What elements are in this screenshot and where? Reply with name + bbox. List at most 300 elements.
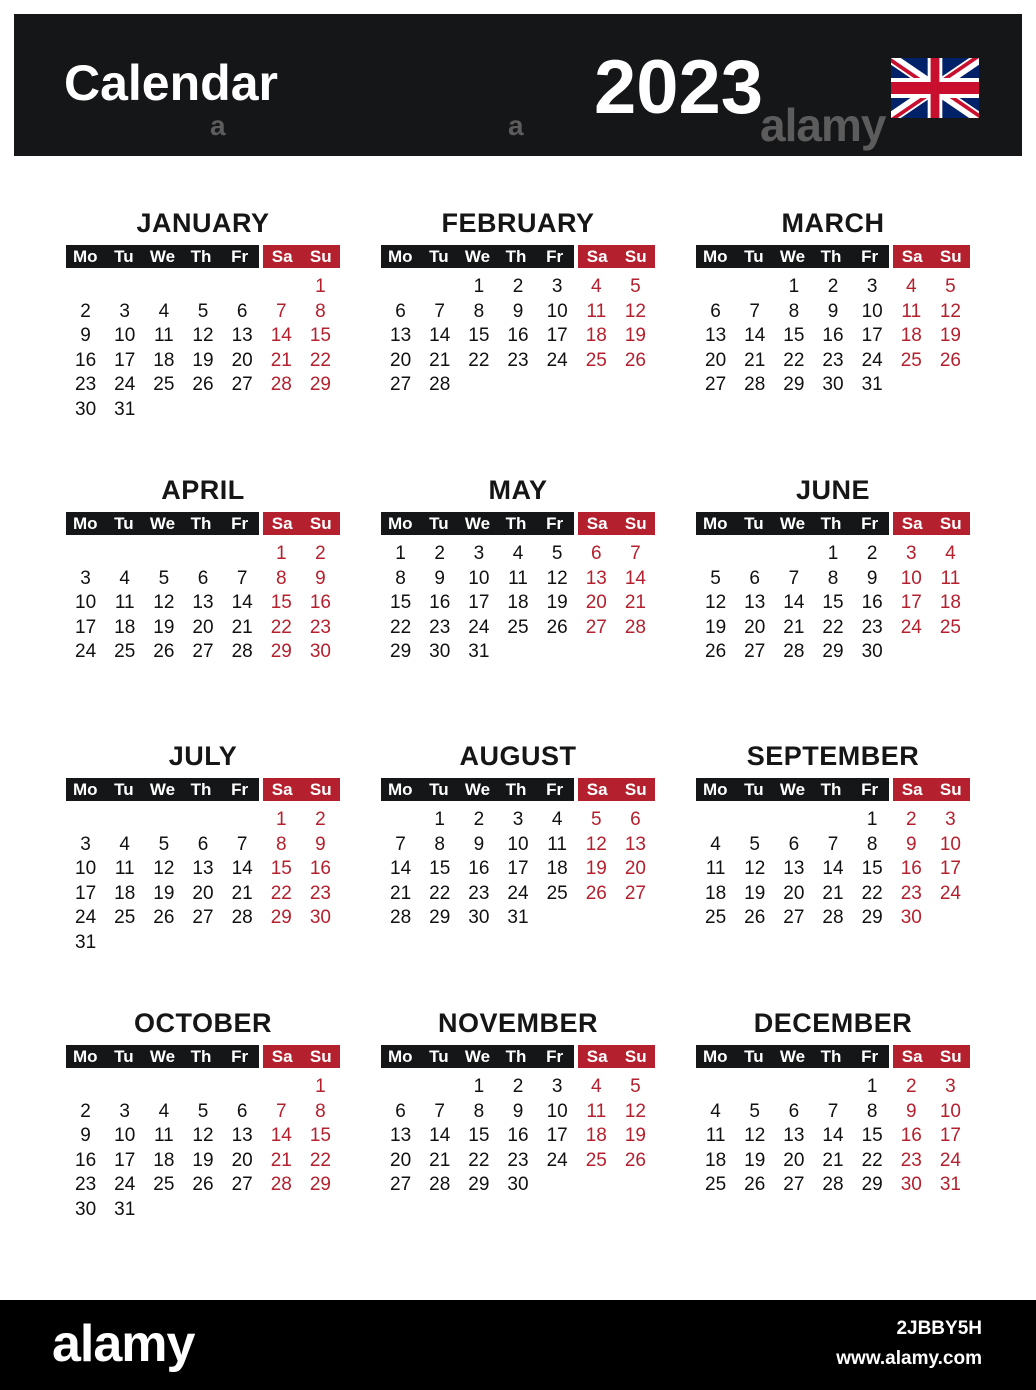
day-cell: 21 <box>822 882 844 904</box>
empty-cell <box>774 542 813 567</box>
day-cell: 29 <box>429 907 451 928</box>
day-cell: 8 <box>275 833 287 855</box>
day-cell: 28 <box>822 1174 844 1195</box>
day-grid <box>66 275 340 422</box>
empty-cell <box>144 808 183 833</box>
day-cell: 15 <box>390 592 412 613</box>
weekday-label: Th <box>812 512 851 535</box>
day-cell: 2 <box>905 809 917 830</box>
day-cell: 22 <box>468 349 490 371</box>
day-cell: 22 <box>309 349 331 371</box>
day-cell: 15 <box>861 1125 883 1146</box>
day-cell: 7 <box>434 300 445 322</box>
weekday-label: We <box>458 512 497 535</box>
day-cell: 7 <box>788 567 800 589</box>
day-cell: 26 <box>939 349 961 371</box>
day-cell: 29 <box>270 907 292 928</box>
day-cell: 8 <box>395 567 406 589</box>
day-cell: 1 <box>275 543 287 564</box>
watermark-text: alamy <box>760 99 886 151</box>
day-cell: 1 <box>866 1076 878 1097</box>
day-cell: 11 <box>508 567 528 589</box>
day-cell: 16 <box>822 325 844 346</box>
weekday-label: We <box>143 512 182 535</box>
day-cell: 9 <box>80 1125 91 1146</box>
weekday-label: Th <box>497 778 536 801</box>
day-cell: 9 <box>905 833 917 855</box>
day-cell: 19 <box>192 1149 214 1171</box>
weekday-label: Mo <box>381 512 420 535</box>
weekday-label: Fr <box>535 778 574 801</box>
weekday-label: Mo <box>696 1045 735 1068</box>
weekday-label: Mo <box>66 512 105 535</box>
day-cell: 14 <box>270 1125 292 1146</box>
weekday-header <box>696 1045 970 1068</box>
day-cell: 16 <box>309 858 331 879</box>
weekday-label: Th <box>812 245 851 268</box>
day-cell: 22 <box>429 882 451 904</box>
day-cell: 4 <box>590 1076 602 1097</box>
day-cell: 9 <box>434 567 445 589</box>
day-cell: 19 <box>153 882 175 904</box>
weekday-label: Sa <box>263 1045 302 1068</box>
day-cell: 14 <box>429 325 451 346</box>
day-cell: 25 <box>114 641 136 662</box>
empty-cell <box>420 1075 459 1100</box>
month-name: SEPTEMBER <box>746 741 920 771</box>
day-cell: 7 <box>630 543 641 564</box>
day-cell: 2 <box>80 300 91 322</box>
month-april <box>66 474 340 665</box>
day-cell: 30 <box>861 641 883 662</box>
day-cell: 21 <box>624 592 646 613</box>
day-cell: 16 <box>468 858 490 879</box>
month-november <box>381 1007 655 1198</box>
day-cell: 6 <box>395 1100 406 1122</box>
day-cell: 21 <box>429 349 451 371</box>
month-name: DECEMBER <box>753 1008 913 1038</box>
day-cell: 28 <box>231 907 253 928</box>
empty-cell <box>223 275 262 300</box>
day-cell: 12 <box>744 1125 766 1146</box>
weekday-label: Tu <box>105 778 144 801</box>
empty-cell <box>183 542 222 567</box>
day-cell: 31 <box>861 374 883 395</box>
day-cell: 10 <box>939 833 961 855</box>
day-cell: 18 <box>153 1149 175 1171</box>
day-cell: 16 <box>861 592 883 613</box>
day-cell: 12 <box>744 858 766 879</box>
day-cell: 9 <box>473 833 485 855</box>
weekday-label: Fr <box>850 1045 889 1068</box>
day-cell: 25 <box>705 1174 727 1195</box>
day-cell: 5 <box>158 833 170 855</box>
empty-cell <box>262 1075 301 1100</box>
day-cell: 20 <box>390 1149 412 1171</box>
day-grid <box>66 808 340 955</box>
day-cell: 8 <box>275 567 287 589</box>
image-id: 2JBBY5H <box>896 1318 982 1339</box>
weekday-header <box>66 778 340 801</box>
month-name: MAY <box>488 475 548 505</box>
day-cell: 11 <box>547 833 567 855</box>
day-cell: 5 <box>590 809 602 830</box>
day-cell: 19 <box>585 858 607 879</box>
weekday-label: Tu <box>735 512 774 535</box>
day-cell: 3 <box>551 276 563 297</box>
day-cell: 11 <box>586 1100 607 1122</box>
day-cell: 28 <box>624 616 646 638</box>
day-cell: 30 <box>75 1198 97 1220</box>
day-cell: 8 <box>866 1100 878 1122</box>
weekday-label: We <box>458 245 497 268</box>
day-cell: 20 <box>585 592 607 613</box>
day-cell: 24 <box>75 641 97 662</box>
day-cell: 13 <box>744 592 766 613</box>
day-cell: 27 <box>783 907 805 928</box>
day-cell: 1 <box>315 276 326 297</box>
day-cell: 1 <box>315 1076 326 1097</box>
month-march <box>696 207 970 398</box>
day-cell: 28 <box>783 641 805 662</box>
weekday-label: Th <box>182 512 221 535</box>
weekday-header <box>66 1045 340 1068</box>
day-cell: 17 <box>114 349 136 371</box>
day-cell: 21 <box>390 882 412 904</box>
day-cell: 28 <box>270 374 292 395</box>
day-cell: 24 <box>546 349 568 371</box>
day-cell: 14 <box>270 325 292 346</box>
weekday-label: Mo <box>381 1045 420 1068</box>
day-cell: 6 <box>630 809 641 830</box>
day-cell: 20 <box>783 882 805 904</box>
day-cell: 27 <box>231 1174 253 1195</box>
day-cell: 17 <box>546 1125 568 1146</box>
empty-cell <box>223 1075 262 1100</box>
day-cell: 28 <box>429 374 451 395</box>
day-cell: 2 <box>827 276 839 297</box>
month-july <box>66 740 340 955</box>
day-cell: 19 <box>192 349 214 371</box>
day-cell: 26 <box>585 882 607 904</box>
weekday-label: We <box>143 245 182 268</box>
day-cell: 12 <box>624 300 646 322</box>
day-cell: 9 <box>905 1100 917 1122</box>
day-cell: 30 <box>900 1174 922 1195</box>
day-cell: 4 <box>119 833 130 855</box>
day-cell: 20 <box>192 616 214 638</box>
day-cell: 28 <box>270 1174 292 1195</box>
day-cell: 8 <box>315 1100 326 1122</box>
weekday-label: Tu <box>420 512 459 535</box>
day-cell: 1 <box>788 276 800 297</box>
day-cell: 30 <box>309 907 331 928</box>
weekday-label: Fr <box>850 512 889 535</box>
weekday-label: Mo <box>696 778 735 801</box>
day-cell: 19 <box>744 882 766 904</box>
day-cell: 18 <box>507 592 529 613</box>
day-cell: 27 <box>624 882 646 904</box>
weekday-label: Sa <box>893 245 932 268</box>
empty-cell <box>183 275 222 300</box>
day-cell: 2 <box>905 1076 917 1097</box>
day-cell: 29 <box>822 641 844 662</box>
day-cell: 31 <box>114 398 136 420</box>
empty-cell <box>66 275 105 300</box>
day-cell: 13 <box>192 858 214 879</box>
month-name: OCTOBER <box>133 1008 272 1038</box>
day-cell: 4 <box>945 543 956 564</box>
day-cell: 19 <box>705 616 727 638</box>
weekday-label: Th <box>497 1045 536 1068</box>
day-cell: 29 <box>783 374 805 395</box>
weekday-label: Sa <box>578 778 617 801</box>
watermark-letter: a <box>508 110 524 141</box>
day-cell: 10 <box>546 300 568 322</box>
day-cell: 19 <box>624 1125 646 1146</box>
day-cell: 29 <box>468 1174 490 1195</box>
day-cell: 21 <box>744 349 766 371</box>
day-cell: 22 <box>390 616 412 638</box>
day-cell: 26 <box>153 907 175 928</box>
day-cell: 26 <box>192 374 214 395</box>
day-cell: 3 <box>80 833 91 855</box>
day-cell: 1 <box>473 276 485 297</box>
weekday-header <box>381 245 655 268</box>
day-cell: 27 <box>231 374 253 395</box>
empty-cell <box>381 275 420 300</box>
day-cell: 25 <box>507 616 529 638</box>
day-cell: 23 <box>900 882 922 904</box>
day-cell: 12 <box>153 858 175 879</box>
day-cell: 8 <box>827 567 839 589</box>
weekday-label: We <box>773 1045 812 1068</box>
weekday-label: Th <box>182 1045 221 1068</box>
weekday-label: Tu <box>105 245 144 268</box>
day-cell: 23 <box>309 616 331 638</box>
empty-cell <box>183 1075 222 1100</box>
day-cell: 17 <box>900 592 922 613</box>
day-grid <box>381 542 655 665</box>
day-cell: 23 <box>507 349 529 371</box>
day-cell: 31 <box>114 1198 136 1220</box>
day-cell: 13 <box>624 833 646 855</box>
day-cell: 8 <box>434 833 445 855</box>
day-cell: 29 <box>861 1174 883 1195</box>
day-cell: 5 <box>945 276 956 297</box>
day-cell: 15 <box>861 858 883 879</box>
day-cell: 23 <box>822 349 844 371</box>
day-cell: 17 <box>861 325 883 346</box>
day-grid <box>696 275 970 398</box>
day-cell: 27 <box>192 641 214 662</box>
day-cell: 13 <box>390 1125 412 1146</box>
weekday-label: Th <box>182 245 221 268</box>
weekday-label: Su <box>931 245 970 268</box>
day-cell: 8 <box>473 300 485 322</box>
weekday-label: We <box>773 512 812 535</box>
day-cell: 16 <box>507 1125 529 1146</box>
weekday-label: Tu <box>735 245 774 268</box>
day-cell: 22 <box>468 1149 490 1171</box>
day-cell: 20 <box>231 349 253 371</box>
weekday-label: Th <box>182 778 221 801</box>
day-cell: 25 <box>153 1174 175 1195</box>
day-cell: 27 <box>192 907 214 928</box>
day-cell: 15 <box>822 592 844 613</box>
day-cell: 5 <box>710 567 721 589</box>
day-cell: 25 <box>114 907 136 928</box>
day-cell: 21 <box>429 1149 451 1171</box>
weekday-label: Su <box>616 778 655 801</box>
day-cell: 13 <box>390 325 412 346</box>
watermark-letter: a <box>210 110 226 141</box>
day-cell: 10 <box>114 325 136 346</box>
day-cell: 6 <box>710 300 721 322</box>
day-cell: 15 <box>468 1125 490 1146</box>
day-cell: 23 <box>75 374 97 395</box>
site-url: www.alamy.com <box>836 1348 982 1369</box>
day-cell: 11 <box>940 567 961 589</box>
day-cell: 12 <box>705 592 727 613</box>
day-cell: 7 <box>236 567 248 589</box>
day-cell: 31 <box>507 907 529 928</box>
day-grid <box>696 1075 970 1198</box>
day-cell: 11 <box>153 325 174 346</box>
day-cell: 26 <box>624 349 646 371</box>
empty-cell <box>144 275 183 300</box>
month-june <box>696 474 970 665</box>
day-cell: 24 <box>75 907 97 928</box>
day-cell: 26 <box>153 641 175 662</box>
weekday-label: Tu <box>420 1045 459 1068</box>
day-cell: 5 <box>551 543 563 564</box>
day-cell: 27 <box>705 374 727 395</box>
day-cell: 10 <box>468 567 490 589</box>
weekday-label: Su <box>616 1045 655 1068</box>
day-cell: 24 <box>114 1174 136 1195</box>
day-cell: 26 <box>624 1149 646 1171</box>
day-cell: 10 <box>114 1125 136 1146</box>
day-cell: 4 <box>551 809 563 830</box>
day-cell: 16 <box>309 592 331 613</box>
day-cell: 16 <box>75 1149 97 1171</box>
weekday-header <box>66 512 340 535</box>
day-cell: 18 <box>585 1125 607 1146</box>
empty-cell <box>223 542 262 567</box>
day-cell: 6 <box>197 833 209 855</box>
day-cell: 11 <box>153 1125 174 1146</box>
day-cell: 11 <box>586 300 607 322</box>
day-cell: 5 <box>197 300 209 322</box>
day-cell: 4 <box>710 833 721 855</box>
day-cell: 21 <box>231 616 253 638</box>
weekday-label: Fr <box>220 245 259 268</box>
weekday-label: Su <box>931 512 970 535</box>
weekday-label: Sa <box>893 1045 932 1068</box>
day-cell: 17 <box>939 858 961 879</box>
weekday-label: Fr <box>220 778 259 801</box>
day-cell: 15 <box>468 325 490 346</box>
day-grid <box>381 275 655 398</box>
day-cell: 5 <box>630 1076 641 1097</box>
day-cell: 25 <box>939 616 961 638</box>
day-cell: 12 <box>624 1100 646 1122</box>
day-cell: 12 <box>153 592 175 613</box>
day-cell: 17 <box>939 1125 961 1146</box>
footer-logo: alamy <box>52 1315 195 1373</box>
day-cell: 29 <box>390 641 412 662</box>
day-cell: 22 <box>309 1149 331 1171</box>
weekday-label: Sa <box>263 512 302 535</box>
weekday-label: Su <box>931 778 970 801</box>
empty-cell <box>696 808 735 833</box>
day-cell: 18 <box>705 1149 727 1171</box>
day-cell: 1 <box>434 809 445 830</box>
empty-cell <box>735 542 774 567</box>
day-cell: 27 <box>744 641 766 662</box>
weekday-label: Mo <box>381 778 420 801</box>
month-name: JANUARY <box>136 208 270 238</box>
weekday-label: Sa <box>263 245 302 268</box>
weekday-label: Th <box>497 245 536 268</box>
day-cell: 20 <box>783 1149 805 1171</box>
weekday-label: Sa <box>893 778 932 801</box>
empty-cell <box>696 542 735 567</box>
day-cell: 7 <box>434 1100 445 1122</box>
weekday-header <box>696 512 970 535</box>
day-cell: 11 <box>705 1125 726 1146</box>
day-cell: 14 <box>822 858 844 879</box>
day-grid <box>66 542 340 665</box>
empty-cell <box>105 1075 144 1100</box>
day-cell: 9 <box>80 325 91 346</box>
day-cell: 24 <box>939 882 961 904</box>
day-cell: 13 <box>585 567 607 589</box>
empty-cell <box>66 542 105 567</box>
month-september <box>696 740 970 931</box>
day-cell: 3 <box>512 809 524 830</box>
day-cell: 7 <box>275 300 287 322</box>
day-cell: 30 <box>75 398 97 420</box>
weekday-label: Sa <box>263 778 302 801</box>
empty-cell <box>696 275 735 300</box>
day-cell: 3 <box>945 809 956 830</box>
month-name: JULY <box>168 741 238 771</box>
day-cell: 9 <box>315 833 326 855</box>
day-cell: 13 <box>783 858 805 879</box>
day-cell: 17 <box>468 592 490 613</box>
day-cell: 2 <box>315 543 326 564</box>
day-cell: 6 <box>236 300 248 322</box>
day-cell: 21 <box>822 1149 844 1171</box>
day-cell: 17 <box>75 882 97 904</box>
day-grid <box>696 542 970 665</box>
day-cell: 18 <box>114 882 136 904</box>
day-cell: 3 <box>473 543 485 564</box>
empty-cell <box>144 542 183 567</box>
empty-cell <box>66 1075 105 1100</box>
day-cell: 1 <box>395 543 406 564</box>
month-may <box>381 474 655 665</box>
day-cell: 21 <box>231 882 253 904</box>
month-october <box>66 1007 340 1222</box>
day-cell: 21 <box>783 616 805 638</box>
day-cell: 3 <box>866 276 878 297</box>
day-cell: 4 <box>512 543 524 564</box>
weekday-label: Th <box>497 512 536 535</box>
day-cell: 3 <box>905 543 917 564</box>
